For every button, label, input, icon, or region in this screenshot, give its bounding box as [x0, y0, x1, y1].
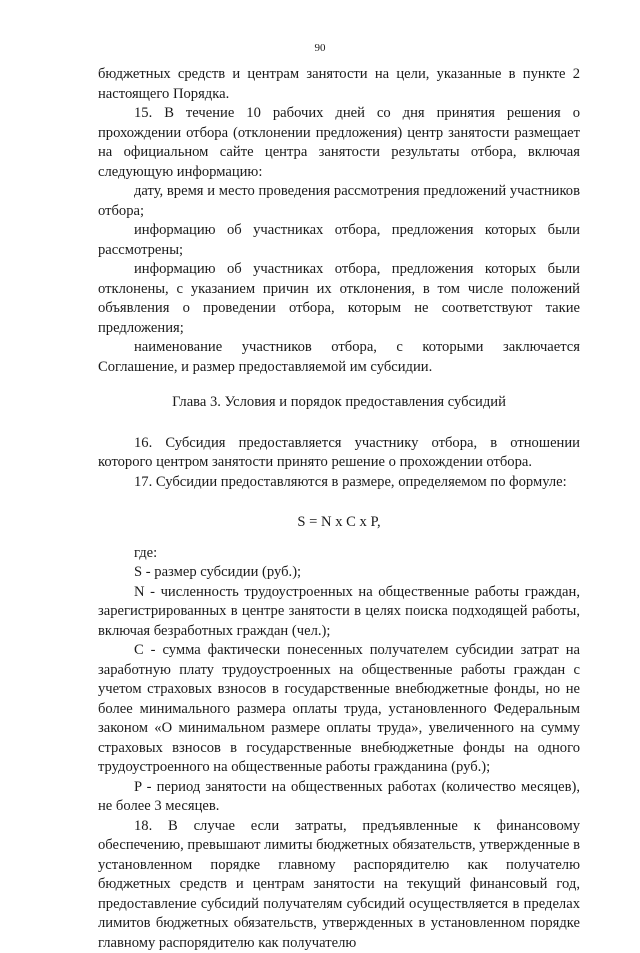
definition-c: C - сумма фактически понесенных получателем субсидии затрат на заработную плату трудоустроенных на общественные работы граждан с учетом страховых взносов в государственные внебюджетные фонды, но не более минимального размера оплаты труда, установленного Федеральным законом «О минимальном размере оплаты труда», увеличенного на сумму страховых взносов в государственные внебюджетные фонды на одного трудоустроенного на общественные работы гражданина (руб.); [98, 641, 580, 778]
definition-n: N - численность трудоустроенных на общественные работы граждан, зарегистрированных в центре занятости в целях поиска подходящей работы, включая безработных граждан (чел.); [98, 583, 580, 642]
chapter-heading: Глава 3. Условия и порядок предоставления субсидий [98, 393, 580, 413]
list-item-date: дату, время и место проведения рассмотрения предложений участников отбора; [98, 182, 580, 221]
list-item-reviewed: информацию об участниках отбора, предложения которых были рассмотрены; [98, 221, 580, 260]
where-label: где: [98, 544, 580, 564]
list-item-rejected: информацию об участниках отбора, предложения которых были отклонены, с указанием причин их отклонения, в том числе положений объявления о проведении отбора, которым не соответствуют такие предложения; [98, 260, 580, 338]
paragraph-16: 16. Субсидия предоставляется участнику отбора, в отношении которого центром занятости принято решение о прохождении отбора. [98, 434, 580, 473]
definition-s: S - размер субсидии (руб.); [98, 563, 580, 583]
paragraph-17: 17. Субсидии предоставляются в размере, определяемом по формуле: [98, 473, 580, 493]
document-body [98, 65, 580, 953]
paragraph-18: 18. В случае если затраты, предъявленные к финансовому обеспечению, превышают лимиты бюджетных обязательств, утвержденные в установленном порядке главному распорядителю как получателю бюджетных средств и центрам занятости на текущий финансовый год, предоставление субсидий получателям субсидий осуществляется в пределах лимитов бюджетных обязательств, утвержденных в установленном порядке главному распорядителю как получателю [98, 817, 580, 953]
list-item-names: наименование участников отбора, с которыми заключается Соглашение, и размер предоставляемой им субсидии. [98, 338, 580, 377]
paragraph-15: 15. В течение 10 рабочих дней со дня принятия решения о прохождении отбора (отклонении предложения) центр занятости размещает на официальном сайте центра занятости результаты отбора, включая следующую информацию: [98, 104, 580, 182]
paragraph-continuation: бюджетных средств и центрам занятости на цели, указанные в пункте 2 настоящего Порядка. [98, 65, 580, 104]
definition-p: P - период занятости на общественных работах (количество месяцев), не более 3 месяцев. [98, 778, 580, 817]
page-number: 90 [0, 39, 640, 59]
formula: S = N x C x P, [98, 513, 580, 533]
